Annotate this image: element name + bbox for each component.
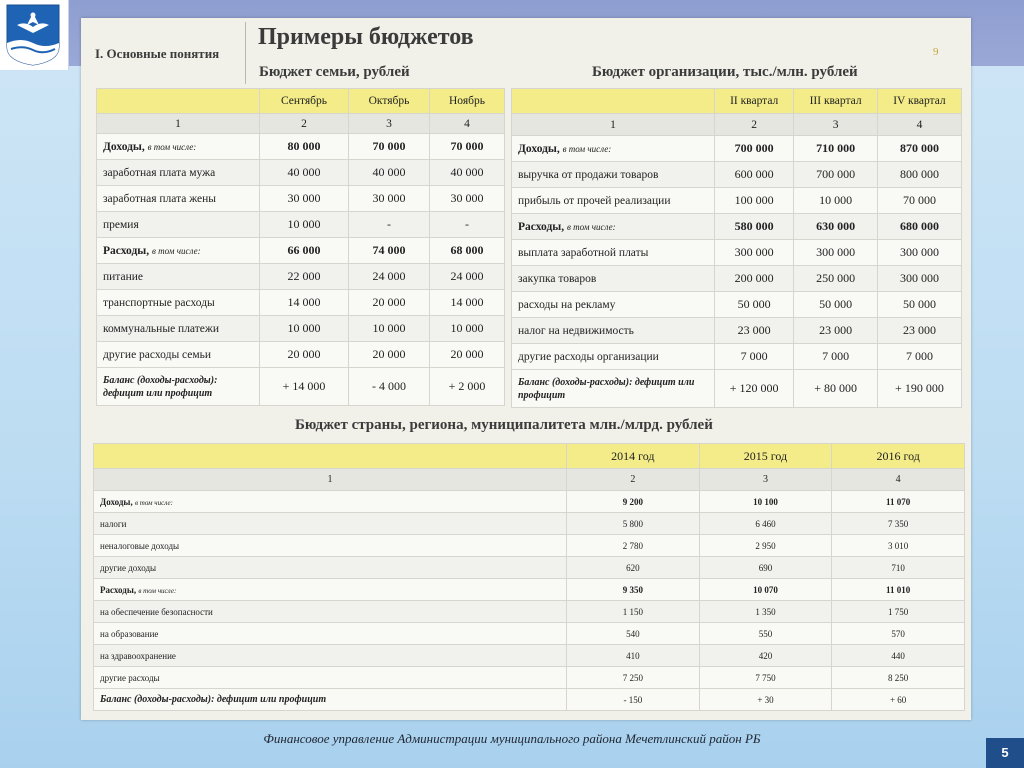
column-number: 2 <box>567 469 700 491</box>
cell-value: 3 010 <box>832 535 965 557</box>
column-number: 2 <box>260 114 349 134</box>
cell-value: 300 000 <box>715 240 794 266</box>
balance-value: + 14 000 <box>260 368 349 406</box>
column-header: Октябрь <box>349 89 430 114</box>
cell-value: 250 000 <box>794 266 878 292</box>
balance-value: + 190 000 <box>877 370 961 408</box>
cell-value: 68 000 <box>429 238 504 264</box>
column-header: Ноябрь <box>429 89 504 114</box>
column-number: 4 <box>877 114 961 136</box>
column-header: IV квартал <box>877 89 961 114</box>
row-label-text: Расходы, <box>100 584 137 595</box>
cell-value: 5 800 <box>567 513 700 535</box>
table-row <box>97 238 505 264</box>
cell-value: 410 <box>567 645 700 667</box>
cell-value: 540 <box>567 623 700 645</box>
cell-value: 24 000 <box>429 264 504 290</box>
table-row <box>97 160 505 186</box>
row-label-note: в том числе: <box>152 245 201 256</box>
table-row <box>94 601 965 623</box>
cell-value: 70 000 <box>877 188 961 214</box>
cell-value: - <box>429 212 504 238</box>
cell-value: 11 010 <box>832 579 965 601</box>
row-label <box>97 238 260 264</box>
balance-label: Баланс (доходы-расходы): дефицит или профицит <box>97 368 260 406</box>
row-label <box>94 557 567 579</box>
row-label-text: питание <box>103 270 143 283</box>
row-label-text: заработная плата жены <box>103 192 217 205</box>
balance-value: + 120 000 <box>715 370 794 408</box>
cell-value: 620 <box>567 557 700 579</box>
column-number: 4 <box>832 469 965 491</box>
row-label-text: прибыль от прочей реализации <box>518 194 671 207</box>
column-number: 3 <box>699 469 832 491</box>
header-row <box>97 89 505 114</box>
row-label <box>97 134 260 160</box>
column-header <box>97 89 260 114</box>
cell-value: 2 780 <box>567 535 700 557</box>
row-label-text: Расходы, <box>518 220 565 233</box>
cell-value: 700 000 <box>794 162 878 188</box>
row-label-text: Доходы, <box>100 496 133 507</box>
header-row <box>512 89 962 114</box>
table-row <box>512 266 962 292</box>
balance-row <box>512 370 962 408</box>
slide-number-badge: 5 <box>986 738 1024 768</box>
header-row <box>94 444 965 469</box>
cell-value: 2 950 <box>699 535 832 557</box>
table-row <box>94 667 965 689</box>
table-row <box>94 535 965 557</box>
row-label-text: налог на недвижимость <box>518 324 634 337</box>
row-label <box>512 266 715 292</box>
row-label-text: выручка от продажи товаров <box>518 168 659 181</box>
cell-value: 300 000 <box>877 240 961 266</box>
column-number-row <box>97 114 505 134</box>
cell-value: 870 000 <box>877 136 961 162</box>
cell-value: 70 000 <box>349 134 430 160</box>
row-label-text: другие расходы организации <box>518 350 659 363</box>
cell-value: 22 000 <box>260 264 349 290</box>
cell-value: 10 000 <box>429 316 504 342</box>
column-header: 2016 год <box>832 444 965 469</box>
cell-value: 30 000 <box>429 186 504 212</box>
emblem-icon <box>3 3 63 67</box>
table-row <box>512 188 962 214</box>
cell-value: 1 350 <box>699 601 832 623</box>
balance-value: - 150 <box>567 689 700 711</box>
row-label-text: на обеспечение безопасности <box>100 606 213 617</box>
cell-value: 7 000 <box>794 344 878 370</box>
row-label <box>512 188 715 214</box>
row-label-text: другие расходы семьи <box>103 348 212 361</box>
row-label-text: налоги <box>100 518 127 529</box>
cell-value: 7 000 <box>877 344 961 370</box>
row-label-text: Доходы, <box>103 140 145 153</box>
cell-value: 7 250 <box>567 667 700 689</box>
row-label <box>97 264 260 290</box>
cell-value: 10 000 <box>349 316 430 342</box>
cell-value: 80 000 <box>260 134 349 160</box>
cell-value: 7 350 <box>832 513 965 535</box>
cell-value: 20 000 <box>349 342 430 368</box>
cell-value: 10 000 <box>794 188 878 214</box>
cell-value: 40 000 <box>429 160 504 186</box>
column-number: 2 <box>715 114 794 136</box>
footer-text: Финансовое управление Администрации муниципального района Мечетлинский район РБ <box>263 731 761 746</box>
cell-value: 10 100 <box>699 491 832 513</box>
row-label-note: в том числе: <box>134 498 173 507</box>
column-number: 3 <box>794 114 878 136</box>
slide-canvas <box>81 18 971 720</box>
table-row <box>97 264 505 290</box>
row-label-text: на здравоохранение <box>100 650 176 661</box>
balance-row <box>94 689 965 711</box>
cell-value: 20 000 <box>429 342 504 368</box>
balance-label: Баланс (доходы-расходы): дефицит или профицит <box>94 689 567 711</box>
row-label <box>94 667 567 689</box>
row-label <box>94 601 567 623</box>
row-label-text: заработная плата мужа <box>103 166 216 179</box>
cell-value: 30 000 <box>260 186 349 212</box>
cell-value: 300 000 <box>877 266 961 292</box>
cell-value: 11 070 <box>832 491 965 513</box>
country-budget-title: Бюджет страны, региона, муниципалитета млн./млрд. рублей <box>295 417 713 433</box>
row-label-text: расходы на рекламу <box>518 298 616 311</box>
row-label <box>94 579 567 601</box>
balance-value: + 2 000 <box>429 368 504 406</box>
column-number: 1 <box>97 114 260 134</box>
column-number: 1 <box>512 114 715 136</box>
cell-value: 680 000 <box>877 214 961 240</box>
cell-value: 570 <box>832 623 965 645</box>
table-row <box>512 240 962 266</box>
cell-value: 23 000 <box>877 318 961 344</box>
row-label <box>512 318 715 344</box>
row-label-note: в том числе: <box>138 586 177 595</box>
row-label <box>97 342 260 368</box>
table-row <box>512 292 962 318</box>
cell-value: - <box>349 212 430 238</box>
table-row <box>512 214 962 240</box>
row-label <box>94 513 567 535</box>
balance-value: - 4 000 <box>349 368 430 406</box>
page-number: 9 <box>933 46 939 58</box>
family-budget-table <box>96 88 505 406</box>
table-row <box>97 186 505 212</box>
row-label <box>97 186 260 212</box>
cell-value: 8 250 <box>832 667 965 689</box>
table-row <box>94 491 965 513</box>
row-label-note: в том числе: <box>567 221 616 232</box>
table-row <box>94 579 965 601</box>
cell-value: 7 750 <box>699 667 832 689</box>
row-label <box>94 491 567 513</box>
table-row <box>94 557 965 579</box>
section-label: I. Основные понятия <box>95 46 220 61</box>
cell-value: 710 000 <box>794 136 878 162</box>
column-number: 1 <box>94 469 567 491</box>
cell-value: 66 000 <box>260 238 349 264</box>
cell-value: 9 200 <box>567 491 700 513</box>
column-header <box>94 444 567 469</box>
column-header <box>512 89 715 114</box>
row-label <box>97 316 260 342</box>
balance-value: + 30 <box>699 689 832 711</box>
cell-value: 100 000 <box>715 188 794 214</box>
column-number: 3 <box>349 114 430 134</box>
cell-value: 24 000 <box>349 264 430 290</box>
cell-value: 30 000 <box>349 186 430 212</box>
table-row <box>94 645 965 667</box>
column-header: III квартал <box>794 89 878 114</box>
country-budget-table <box>93 443 965 711</box>
row-label <box>512 292 715 318</box>
table-row <box>512 162 962 188</box>
cell-value: 800 000 <box>877 162 961 188</box>
cell-value: 1 150 <box>567 601 700 623</box>
balance-value: + 60 <box>832 689 965 711</box>
row-label <box>512 240 715 266</box>
table-row <box>97 316 505 342</box>
row-label-text: Расходы, <box>103 244 150 257</box>
cell-value: 6 460 <box>699 513 832 535</box>
cell-value: 70 000 <box>429 134 504 160</box>
cell-value: 10 000 <box>260 316 349 342</box>
cell-value: 50 000 <box>715 292 794 318</box>
row-label-text: другие доходы <box>100 562 157 573</box>
table-row <box>97 134 505 160</box>
cell-value: 23 000 <box>715 318 794 344</box>
row-label <box>97 212 260 238</box>
slide-title: Примеры бюджетов <box>258 24 474 50</box>
cell-value: 300 000 <box>794 240 878 266</box>
cell-value: 580 000 <box>715 214 794 240</box>
cell-value: 40 000 <box>349 160 430 186</box>
balance-row <box>97 368 505 406</box>
cell-value: 7 000 <box>715 344 794 370</box>
row-label-note: в том числе: <box>562 143 612 154</box>
table-row <box>97 342 505 368</box>
table-row <box>512 344 962 370</box>
cell-value: 200 000 <box>715 266 794 292</box>
cell-value: 9 350 <box>567 579 700 601</box>
row-label-text: закупка товаров <box>518 272 597 285</box>
row-label <box>97 290 260 316</box>
column-number: 4 <box>429 114 504 134</box>
cell-value: 50 000 <box>877 292 961 318</box>
cell-value: 20 000 <box>260 342 349 368</box>
cell-value: 1 750 <box>832 601 965 623</box>
row-label-text: другие расходы <box>100 672 160 683</box>
org-budget-table <box>511 88 962 408</box>
cell-value: 690 <box>699 557 832 579</box>
table-row <box>512 318 962 344</box>
cell-value: 74 000 <box>349 238 430 264</box>
cell-value: 14 000 <box>429 290 504 316</box>
row-label <box>512 214 715 240</box>
cell-value: 700 000 <box>715 136 794 162</box>
cell-value: 14 000 <box>260 290 349 316</box>
table-row <box>94 513 965 535</box>
row-label-text: неналоговые доходы <box>100 540 180 551</box>
cell-value: 600 000 <box>715 162 794 188</box>
row-label <box>94 535 567 557</box>
cell-value: 630 000 <box>794 214 878 240</box>
cell-value: 10 000 <box>260 212 349 238</box>
column-header: 2015 год <box>699 444 832 469</box>
column-number-row <box>94 469 965 491</box>
org-budget-title: Бюджет организации, тыс./млн. рублей <box>592 64 858 80</box>
row-label <box>97 160 260 186</box>
row-label <box>512 136 715 162</box>
cell-value: 550 <box>699 623 832 645</box>
cell-value: 23 000 <box>794 318 878 344</box>
row-label-text: премия <box>103 218 139 231</box>
row-label-text: выплата заработной платы <box>518 246 649 259</box>
row-label-text: коммунальные платежи <box>103 322 219 335</box>
table-row <box>97 290 505 316</box>
table-row <box>512 136 962 162</box>
row-label-note: в том числе: <box>147 141 197 152</box>
table-row <box>94 623 965 645</box>
column-header: 2014 год <box>567 444 700 469</box>
emblem-logo <box>0 0 69 70</box>
cell-value: 440 <box>832 645 965 667</box>
balance-value: + 80 000 <box>794 370 878 408</box>
cell-value: 710 <box>832 557 965 579</box>
cell-value: 20 000 <box>349 290 430 316</box>
section-divider <box>245 22 246 84</box>
cell-value: 40 000 <box>260 160 349 186</box>
row-label-text: транспортные расходы <box>103 296 215 309</box>
row-label-text: Доходы, <box>518 142 560 155</box>
row-label <box>94 645 567 667</box>
row-label <box>512 162 715 188</box>
cell-value: 50 000 <box>794 292 878 318</box>
row-label <box>94 623 567 645</box>
cell-value: 10 070 <box>699 579 832 601</box>
cell-value: 420 <box>699 645 832 667</box>
family-budget-title: Бюджет семьи, рублей <box>259 64 410 80</box>
column-number-row <box>512 114 962 136</box>
balance-label: Баланс (доходы-расходы): дефицит или профицит <box>512 370 715 408</box>
column-header: II квартал <box>715 89 794 114</box>
column-header: Сентябрь <box>260 89 349 114</box>
row-label <box>512 344 715 370</box>
row-label-text: на образование <box>100 628 159 639</box>
table-row <box>97 212 505 238</box>
